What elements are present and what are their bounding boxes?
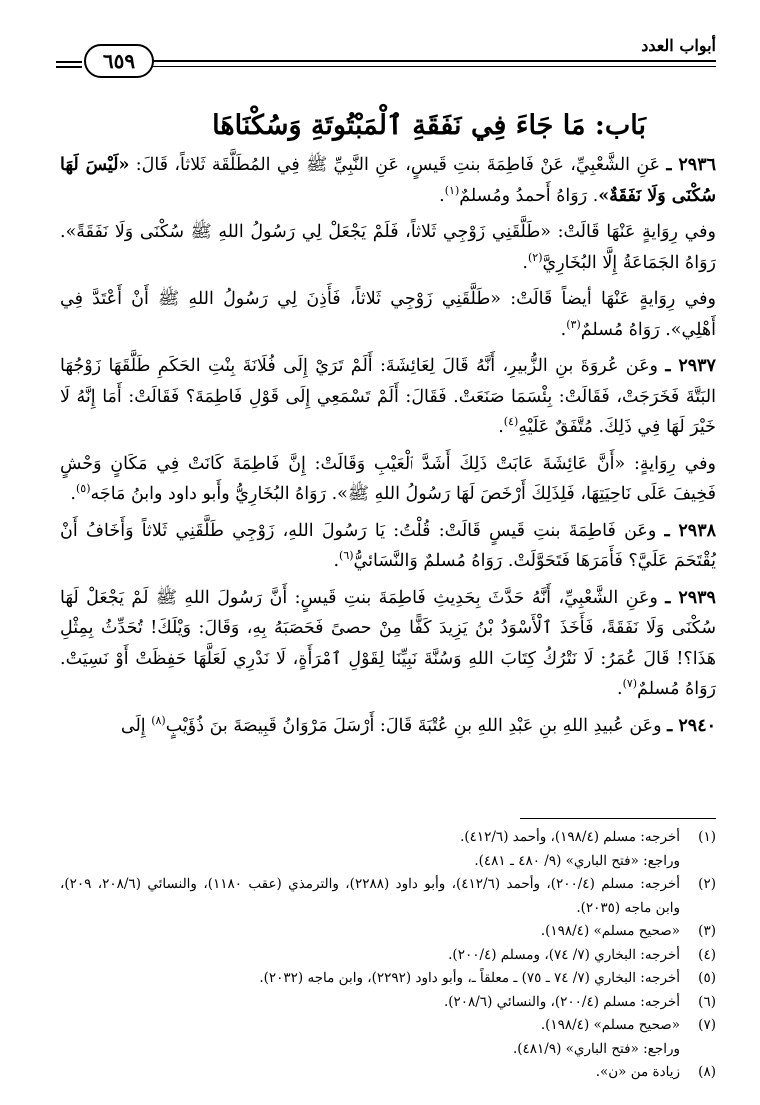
text-segment: وفي رِوَايةٍ عَنْهَا قَالَتْ: «طَلَّقَنِي زَوْجِي ثَلاثاً، فَلَمْ يَجْعَلْ لِي رَسُولُ اللهِ ﷺ سُكْنَى وَلَا نَفَقَةً». رَوَاهُ الجَمَاعَةُ إِلَّا البُخَارِيَّ: [60, 222, 716, 273]
footnote-number: (٢): [698, 876, 716, 892]
footnote-text: «صحيح مسلم» (١٩٨/٤).: [540, 1017, 680, 1033]
text-segment: وعَن فَاطِمَةَ بنتِ قَيسٍ قَالَتْ: قُلْتُ: يَا رَسُولَ اللهِ، زَوْجِي طَلَّقَنِي ثَلاثاً وَأَخَافُ أَنْ يُقْتَحَمَ عَلَيَّ؟ فَأَمَرَهَا فَتَحَوَّلَتْ. رَوَاهُ مُسلمٌ وَالنَّسَائيُّ: [60, 520, 716, 571]
hadith-2939: [60, 583, 716, 705]
footnote: [60, 944, 716, 968]
footnote-text: وراجع: «فتح الباري» (٩/ ٤٨٠ ـ ٤٨١).: [474, 852, 680, 869]
hadith-number: ٢٩٣٩ ـ: [665, 587, 716, 608]
text-segment: وعَن عُروَةَ بنِ الزُّبيرِ، أَنَّهُ قَالَ لِعَائِشَةَ: أَلَمْ تَرَيْ إِلَى فُلَانَةَ بِنْتِ الحَكَمِ طَلَّقَهَا زَوْجُهَا البَتَّةَ فَخَرَجَتْ، فَقَالَتْ: بِئْسَمَا صَنَعَتْ. فَقَالَ: أَلَمْ تَسْمَعِي إِلَى قَوْلِ فَاطِمَةَ؟ فَقَالَتْ: أَمَا إِنَّهُ لَا خَيْرَ لَهَا فِي ذَلِكَ. مُتَّفَقٌ عَلَيْهِ: [60, 356, 716, 437]
running-title: أبواب العدد: [641, 36, 716, 55]
footnote: [60, 991, 716, 1015]
text-segment: عَنِ الشَّعْبِيِّ، عَنْ فَاطِمَةَ بنتِ قَيسٍ، عَنِ النَّبِيِّ ﷺ فِي المُطَلَّقَة ثَلاثاً، قَالَ:: [129, 155, 661, 175]
footnote-number: (٨): [698, 1064, 716, 1080]
text-segment: وعَنِ الشَّعْبِيِّ، أَنَّهُ حَدَّثَ بِحَدِيثِ فَاطِمَةَ بنتِ قَيسٍ: أَنَّ رَسُولَ اللهِ ﷺ لَمْ يَجْعَلْ لَهَا سُكْنَى وَلَا نَفَقَةً، فَأَخَذَ ٱلْأَسْوَدُ بْنُ يَزِيدَ كَفًّا مِنْ حصىً فَحَصَبَهُ بِهِ، وَقَالَ: وَيْلَكَ! تُحَدِّثُ بِمِثْلِ هَذَا؟! قَالَ عُمَرُ: لَا نَتْرُكُ كِتَابَ اللهِ وَسُنَّةَ نَبِيِّنَا لِقَوْلِ ٱمْرَأَةٍ، لَا نَدْرِي لَعَلَّهَا حَفِظَتْ أَوْ نَسِيَتْ. رَوَاهُ مُسلمٌ: [60, 587, 716, 699]
text-segment: .: [616, 679, 623, 699]
footnote: [60, 920, 716, 944]
narration-variant: [60, 284, 716, 345]
footnote-text: أخرجه: مسلم (٢٠٠/٤)، والنسائي (٢٠٨/٦).: [443, 993, 680, 1010]
text-segment: .: [498, 417, 504, 437]
footnote-text: «صحيح مسلم» (١٩٨/٤).: [540, 923, 680, 939]
footnote: [60, 1014, 716, 1038]
hadith-number: ٢٩٣٨ ـ: [664, 520, 716, 541]
header-rule-thin: [151, 66, 716, 67]
footnote-number: (٣): [698, 923, 716, 939]
header-ornament: [56, 61, 82, 71]
footnote: [60, 873, 716, 920]
footnote-ref[interactable]: (٧): [622, 677, 638, 691]
text-segment: . رَوَاهُ أَحمدُ ومُسلمٌ: [459, 185, 599, 206]
main-text: [60, 106, 716, 747]
footnote: [60, 967, 716, 991]
hadith-number: ٢٩٣٧ ـ: [665, 356, 716, 376]
text-segment: .: [70, 484, 76, 504]
hadith-number: ٢٩٤٠ ـ: [667, 715, 716, 736]
text-segment: وفي رِوَايةٍ عَنْهَا أيضاً قَالَتْ: «طَلَّقَنِي زَوْجِي ثَلاثاً، فَأَذِنَ لِي رَسُولُ اللهِ ﷺ أَنْ أَعْتَدَّ فِي أَهْلِي». رَوَاهُ مُسلمٌ: [60, 289, 716, 340]
footnotes: [60, 826, 716, 1085]
footnote-separator: [520, 818, 716, 819]
footnote: [60, 1061, 716, 1085]
text-segment: .: [333, 551, 340, 571]
footnote-ref[interactable]: (٨): [151, 713, 166, 727]
footnote-text: وراجع: «فتح الباري» (٤٨١/٩).: [512, 1040, 680, 1057]
footnote-ref[interactable]: (٦): [339, 549, 354, 563]
hadith-2940: [60, 711, 716, 742]
footnote-number: (٤): [698, 946, 716, 963]
footnote-ref[interactable]: (٤): [503, 415, 519, 429]
footnote: [60, 826, 716, 850]
footnote-number: [680, 1038, 716, 1062]
page-header: [56, 30, 716, 90]
text-segment: وفي رِوَايةٍ: «أَنَّ عَائِشَةَ عَابَتْ ذَلِكَ أَشَدَّ ٱلْعَيْبِ وَقَالَتْ: إِنَّ فَاطِمَةَ كَانَتْ فِي مَكَانٍ وَحْشٍ فَخِيفَ عَلَى نَاحِيَتِهَا، فَلِذَلِكَ أَرْخَصَ لَهَا رَسُولُ اللهِ ﷺ». رَوَاهُ البُخَارِيُّ وأَبو داود وابنُ مَاجَه: [60, 453, 716, 504]
footnote-number: (٧): [698, 1017, 716, 1033]
footnote-text: أخرجه: البخاري (٧/ ٧٤ ـ ٧٥) ـ معلقاً ـ، وأبو داود (٢٢٩٢)، وابن ماجه (٢٠٣٢).: [259, 970, 680, 986]
footnote-text: أخرجه: البخاري (٧/ ٧٤)، ومسلم (٢٠٠/٤).: [448, 946, 680, 963]
hadith-2936: [60, 150, 716, 211]
footnote-number: (٦): [698, 993, 716, 1010]
footnote: [60, 850, 716, 874]
footnote-text: أخرجه: مسلم (١٩٨/٤)، وأحمد (٤١٢/٦).: [460, 829, 680, 845]
footnote-number: (٥): [698, 970, 716, 986]
footnote-ref[interactable]: (١): [444, 183, 460, 197]
footnote-ref[interactable]: (٥): [76, 482, 91, 496]
text-segment: إِلَى: [120, 715, 152, 736]
quote-highlight: «لَيْسَ لَهَا سُكْنَى وَلَا نَفَقَةٌ»: [60, 155, 716, 206]
footnote-number: (١): [698, 829, 716, 845]
page-number: ٦٥٩: [84, 44, 154, 78]
hadith-number: ٢٩٣٦ ـ: [666, 155, 716, 175]
text-segment: .: [560, 319, 567, 340]
hadith-2938: [60, 516, 716, 577]
footnote: [60, 1038, 716, 1062]
text-segment: .: [439, 185, 445, 206]
hadith-2937: [60, 351, 716, 443]
text-segment: .: [522, 252, 528, 273]
footnote-text: زيادة من «ن».: [595, 1064, 680, 1080]
footnote-ref[interactable]: (٣): [566, 317, 581, 331]
footnote-text: أخرجه: مسلم (٢٠٠/٤)، وأحمد (٤١٢/٦)، وأبو داود (٢٢٨٨)، والترمذي (عقب ١١٨٠)، والنسائي (٢٠٨/٦، ٢٠٩)، وابن ماجه (٢٠٣٥).: [60, 876, 680, 916]
header-rule: [151, 60, 716, 62]
footnote-number: [680, 850, 716, 874]
narration-variant: [60, 449, 716, 510]
chapter-title: بَاب: مَا جَاءَ فِي نَفَقَةِ ٱلْمَبْتُوتَةِ وَسُكْنَاهَا: [212, 110, 646, 141]
text-segment: وعَن عُبيدِ اللهِ بنِ عَبْدِ اللهِ بنِ عُتْبَةَ قَالَ: أَرْسَلَ مَرْوَانُ قَبِيصَةَ بنَ ذُؤَيْبٍ: [165, 715, 662, 736]
footnote-ref[interactable]: (٢): [528, 250, 543, 264]
narration-variant: [60, 217, 716, 278]
